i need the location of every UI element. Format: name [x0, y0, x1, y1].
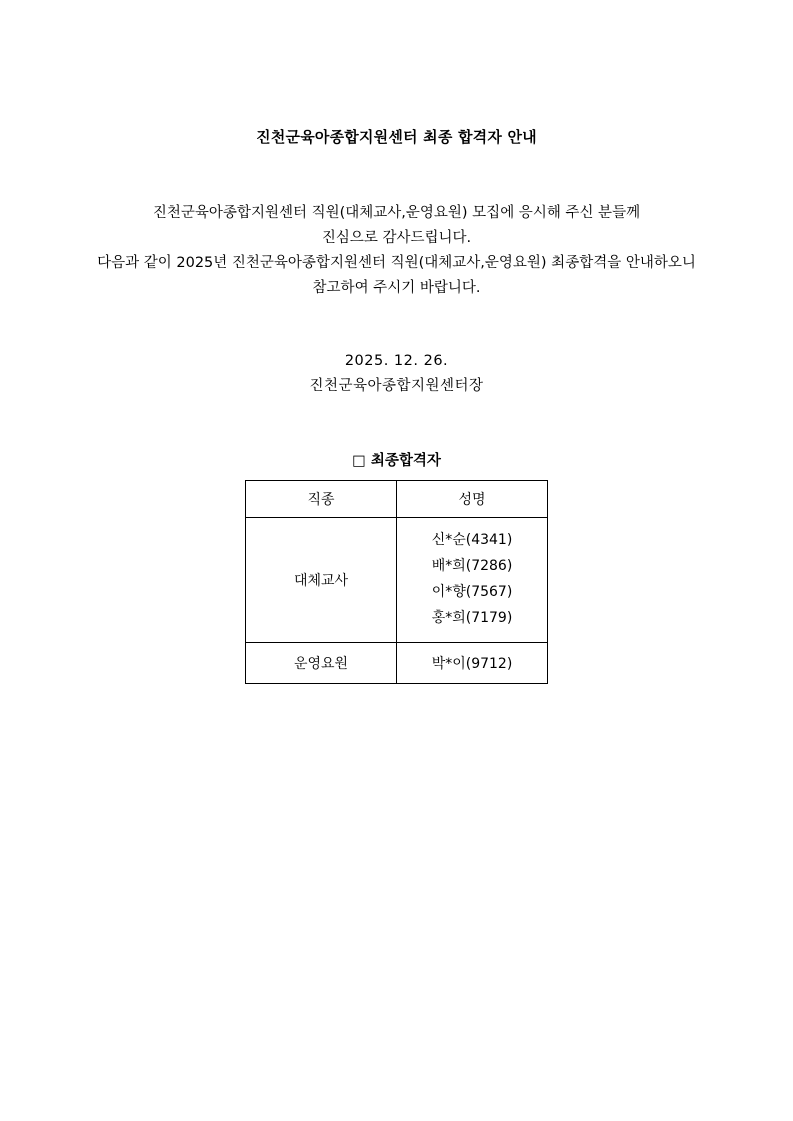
results-table-wrapper: [0, 480, 793, 684]
name-entry: 홍*희(7179): [431, 609, 513, 626]
signature-block: [0, 349, 793, 399]
table-row: [246, 642, 548, 683]
issuer-name: 진천군육아종합지원센터장: [309, 377, 484, 394]
section-heading-label: 최종합격자: [370, 452, 441, 469]
column-header-job: 직종: [246, 480, 397, 517]
issue-date: 2025. 12. 26.: [344, 352, 449, 369]
intro-line-4: 참고하여 주시기 바랍니다.: [312, 279, 481, 296]
intro-line-1: 진천군육아종합지원센터 직원(대체교사,운영요원) 모집에 응시해 주신 분들께: [152, 205, 641, 221]
name-entry: 신*순(4341): [431, 531, 513, 548]
intro-line-3: 다음과 같이 2025년 진천군육아종합지원센터 직원(대체교사,운영요원) 최종합격을 안내하오니: [97, 254, 696, 271]
cell-job-substitute-teacher: 대체교사: [246, 517, 397, 642]
intro-line-2: 진심으로 감사드립니다.: [321, 229, 472, 246]
table-row: [246, 517, 548, 642]
final-pass-table: [245, 480, 548, 684]
cell-names-operations-staff: 박*이(9712): [397, 642, 548, 683]
name-entry: 이*향(7567): [431, 583, 513, 600]
section-heading: [0, 449, 793, 470]
page-title: 진천군육아종합지원센터 최종 합격자 안내: [256, 128, 537, 146]
cell-job-operations-staff: 운영요원: [246, 642, 397, 683]
cell-names-substitute-teacher: [397, 517, 548, 642]
table-header-row: [246, 480, 548, 517]
square-bullet-icon: □: [352, 452, 366, 469]
name-entry: 배*희(7286): [431, 557, 513, 574]
intro-paragraphs: [0, 201, 793, 301]
column-header-name: 성명: [397, 480, 548, 517]
